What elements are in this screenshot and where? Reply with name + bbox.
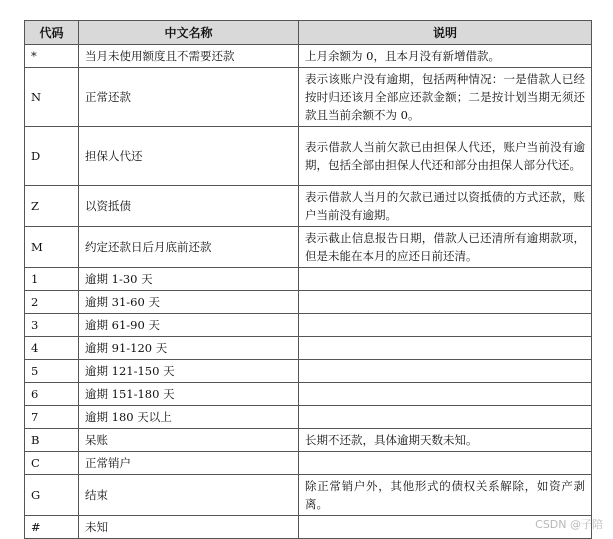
repayment-status-code-table xyxy=(24,20,592,539)
row-name: 当月未使用额度且不需要还款 xyxy=(79,45,299,68)
row-code: 6 xyxy=(25,383,79,406)
row-description: 表示借款人当月的欠款已通过以资抵债的方式还款，账户当前没有逾期。 xyxy=(299,186,592,227)
row-name: 逾期 151-180 天 xyxy=(79,383,299,406)
row-name: 逾期 91-120 天 xyxy=(79,337,299,360)
row-name: 正常还款 xyxy=(79,68,299,127)
row-description xyxy=(299,406,592,429)
row-code: M xyxy=(25,227,79,268)
row-name: 结束 xyxy=(79,475,299,516)
row-code: B xyxy=(25,429,79,452)
row-description xyxy=(299,337,592,360)
table-row xyxy=(25,127,592,186)
table-header-row xyxy=(25,21,592,45)
row-name: 逾期 121-150 天 xyxy=(79,360,299,383)
row-code: 5 xyxy=(25,360,79,383)
document-table-container xyxy=(24,20,591,539)
row-description: 上月余额为 0，且本月没有新增借款。 xyxy=(299,45,592,68)
row-description: 除正常销户外，其他形式的债权关系解除，如资产剥离。 xyxy=(299,475,592,516)
table-row xyxy=(25,337,592,360)
table-row xyxy=(25,68,592,127)
row-code: Z xyxy=(25,186,79,227)
row-description: 长期不还款，具体逾期天数未知。 xyxy=(299,429,592,452)
row-description: 表示借款人当前欠款已由担保人代还，账户当前没有逾期，包括全部由担保人代还和部分由担保人部分代还。 xyxy=(299,127,592,186)
row-description xyxy=(299,452,592,475)
row-code: * xyxy=(25,45,79,68)
header-code: 代码 xyxy=(25,21,79,45)
row-code: G xyxy=(25,475,79,516)
row-code: 3 xyxy=(25,314,79,337)
row-name: 逾期 1-30 天 xyxy=(79,268,299,291)
row-description xyxy=(299,268,592,291)
row-name: 以资抵债 xyxy=(79,186,299,227)
row-code: 2 xyxy=(25,291,79,314)
table-row xyxy=(25,383,592,406)
csdn-watermark: CSDN @子陪 xyxy=(535,518,603,531)
table-row xyxy=(25,429,592,452)
table-row xyxy=(25,45,592,68)
table-row xyxy=(25,227,592,268)
row-name: 约定还款日后月底前还款 xyxy=(79,227,299,268)
table-row xyxy=(25,406,592,429)
table-row xyxy=(25,360,592,383)
row-description xyxy=(299,383,592,406)
table-row xyxy=(25,186,592,227)
table-row xyxy=(25,475,592,516)
row-description xyxy=(299,360,592,383)
table-row xyxy=(25,291,592,314)
row-code: N xyxy=(25,68,79,127)
table-row xyxy=(25,516,592,539)
row-code: D xyxy=(25,127,79,186)
row-code: 1 xyxy=(25,268,79,291)
row-code: C xyxy=(25,452,79,475)
row-name: 呆账 xyxy=(79,429,299,452)
row-code: 4 xyxy=(25,337,79,360)
header-chinese-name: 中文名称 xyxy=(79,21,299,45)
row-description xyxy=(299,291,592,314)
header-description: 说明 xyxy=(299,21,592,45)
table-row xyxy=(25,314,592,337)
row-name: 逾期 180 天以上 xyxy=(79,406,299,429)
row-name: 逾期 61-90 天 xyxy=(79,314,299,337)
row-code: # xyxy=(25,516,79,539)
row-name: 担保人代还 xyxy=(79,127,299,186)
row-description xyxy=(299,314,592,337)
row-name: 正常销户 xyxy=(79,452,299,475)
row-description: 表示截止信息报告日期，借款人已还清所有逾期款项，但是未能在本月的应还日前还清。 xyxy=(299,227,592,268)
row-name: 未知 xyxy=(79,516,299,539)
table-row xyxy=(25,452,592,475)
row-code: 7 xyxy=(25,406,79,429)
table-row xyxy=(25,268,592,291)
row-name: 逾期 31-60 天 xyxy=(79,291,299,314)
row-description: 表示该账户没有逾期，包括两种情况：一是借款人已经按时归还该月全部应还款金额；二是按计划当期无须还款且当前余额不为 0。 xyxy=(299,68,592,127)
